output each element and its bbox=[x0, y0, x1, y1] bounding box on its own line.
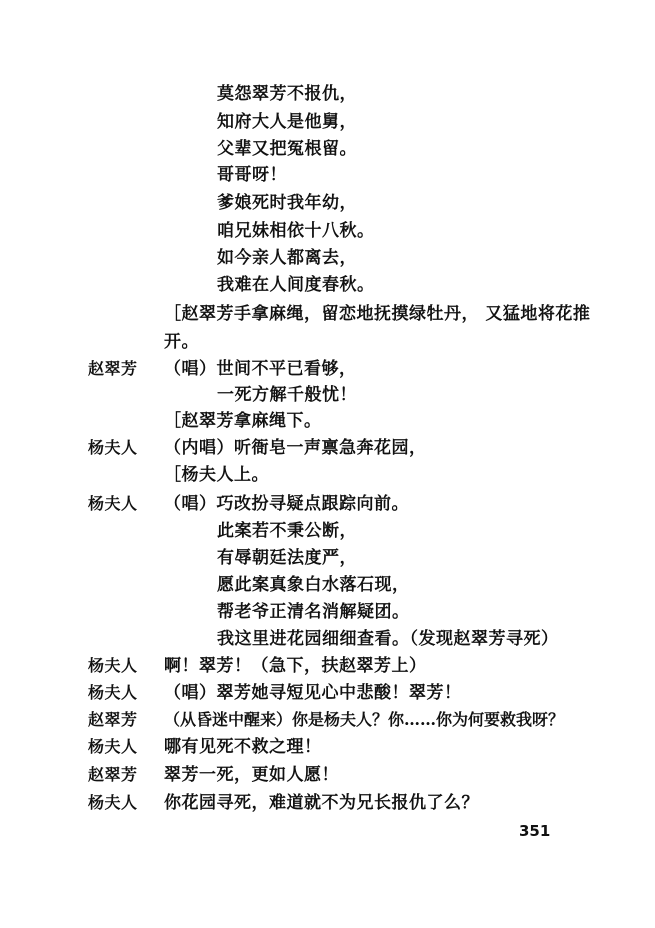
dialogue-line: 此案若不秉公断， bbox=[217, 521, 357, 541]
verse-line: 知府大人是他舅， bbox=[217, 112, 357, 132]
verse-line: 爹娘死时我年幼， bbox=[217, 193, 357, 213]
stage-direction: ［赵翠芳拿麻绳下。 bbox=[164, 411, 322, 431]
dialogue-line: 我这里进花园细细查看。（发现赵翠芳寻死） bbox=[217, 629, 559, 649]
dialogue-line: （唱）巧改扮寻疑点跟踪向前。 bbox=[164, 494, 409, 514]
dialogue-line: 哪有见死不救之理！ bbox=[164, 737, 322, 757]
verse-line: 如今亲人都离去， bbox=[217, 248, 357, 268]
speaker-name: 杨夫人 bbox=[88, 683, 138, 702]
speaker-name: 赵翠芳 bbox=[88, 765, 138, 784]
verse-line: 我难在人间度春秋。 bbox=[217, 275, 375, 295]
dialogue-line: 愿此案真象白水落石现， bbox=[217, 575, 410, 595]
dialogue-line: （内唱）听衙皂一声禀急奔花园， bbox=[164, 438, 427, 458]
dialogue-line: （从昏迷中醒来）你是杨夫人？你……你为何要救我呀？ bbox=[164, 710, 565, 729]
dialogue-line: （唱）世间不平已看够， bbox=[164, 359, 357, 379]
speaker-name: 杨夫人 bbox=[88, 737, 138, 756]
dialogue-line: 一死方解千般忧！ bbox=[217, 385, 357, 405]
stage-direction: ［赵翠芳手拿麻绳，留恋地抚摸绿牡丹， 又猛地将花推 bbox=[164, 304, 591, 324]
dialogue-line: 帮老爷正清名消解疑团。 bbox=[217, 602, 410, 622]
speaker-name: 杨夫人 bbox=[88, 438, 138, 457]
dialogue-line: 有辱朝廷法度严， bbox=[217, 548, 357, 568]
page-number: 351 bbox=[519, 822, 551, 840]
dialogue-line: 你花园寻死，难道就不为兄长报仇了么？ bbox=[164, 793, 479, 813]
speaker-name: 杨夫人 bbox=[88, 793, 138, 812]
speaker-name: 杨夫人 bbox=[88, 494, 138, 513]
verse-line: 父辈又把冤根留。 bbox=[217, 139, 357, 159]
dialogue-line: 啊！翠芳！（急下，扶赵翠芳上） bbox=[164, 656, 427, 676]
verse-line: 咱兄妹相依十八秋。 bbox=[217, 221, 375, 241]
dialogue-line: （唱）翠芳她寻短见心中悲酸！翠芳！ bbox=[164, 683, 462, 703]
verse-line: 莫怨翠芳不报仇， bbox=[217, 84, 357, 104]
verse-line: 哥哥呀！ bbox=[217, 165, 287, 185]
stage-direction: 开。 bbox=[164, 332, 199, 352]
dialogue-line: 翠芳一死，更如人愿！ bbox=[164, 765, 339, 785]
speaker-name: 赵翠芳 bbox=[88, 710, 138, 729]
speaker-name: 杨夫人 bbox=[88, 656, 138, 675]
stage-direction: ［杨夫人上。 bbox=[164, 465, 269, 485]
speaker-name: 赵翠芳 bbox=[88, 359, 138, 378]
